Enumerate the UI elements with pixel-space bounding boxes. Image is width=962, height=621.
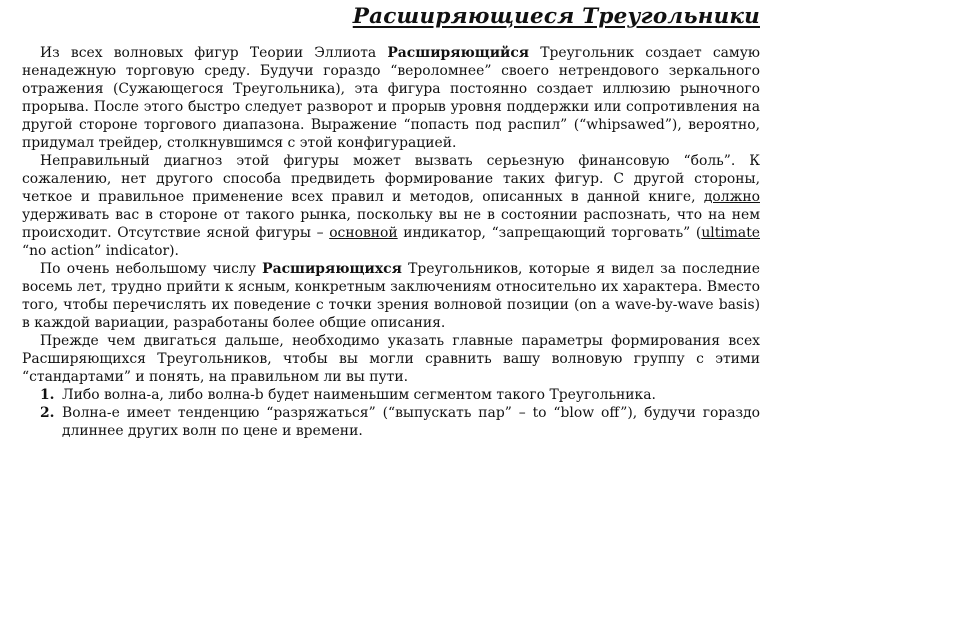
p2-text-c: индикатор, “запрещающий торговать” ( (397, 225, 702, 241)
p2-underlined-2: основной (329, 225, 398, 241)
p2-underlined-1: должно (703, 189, 760, 205)
list-item-text: Либо волна-a, либо волна-b будет наименьшим сегментом такого Треугольника. (62, 387, 656, 403)
section-title: Расширяющиеся Треугольники (352, 4, 760, 29)
p2-text-b: удерживать вас в стороне от такого рынка, поскольку вы не в состоянии распознать, что на нем происходит. Отсутствие ясной фигуры – (22, 207, 760, 241)
p1-text-c: Треугольник создает самую ненадежную торговую среду. Будучи гораздо “вероломнее” своего нетрендового зеркального отражения (Сужающегося Треугольника), эта фигура постоянно создает иллюзию рыночного прорыва. После этого быстро следует разворот и прорыв уровня поддержки или сопротивления на другой стороне торгового диапазона. Выражение “попасть под распил” (“whipsawed”), вероятно, придумал трейдер, столкнувшимся с этой конфигурацией. (22, 45, 760, 151)
list-item-number: 2. (40, 405, 55, 421)
list-item-text: Волна-e имеет тенденцию “разряжаться” (“выпускать пар” – to “blow off”), будучи гораздо длиннее других волн по цене и времени. (62, 405, 760, 439)
p3-bold-term: Расширяющихся (262, 261, 402, 277)
p1-bold-term: Расширяющийся (387, 45, 530, 61)
p3-text-c: Треугольников, которые я видел за последние восемь лет, трудно прийти к ясным, конкретным заключениям относительно их характера. Вместо того, чтобы перечислять их поведение с точки зрения волновой позиции (on a wave-by-wave basis) в каждой вариации, разработаны более общие описания. (22, 261, 760, 331)
numbered-list (22, 386, 760, 440)
body-text (22, 44, 760, 440)
paragraph-1 (22, 44, 760, 152)
p2-text-d: “no action” indicator). (22, 243, 179, 259)
p2-underlined-3: ultimate (701, 225, 760, 241)
paragraph-2 (22, 152, 760, 260)
paragraph-3 (22, 260, 760, 332)
p2-text-a: Неправильный диагноз этой фигуры может вызвать серьезную финансовую “боль”. К сожалению, нет другого способа предвидеть формирование таких фигур. С другой стороны, четкое и правильное применение всех правил и методов, описанных в данной книге, (22, 153, 760, 205)
paragraph-4: Прежде чем двигаться дальше, необходимо указать главные параметры формирования всех Расширяющихся Треугольников, чтобы вы могли сравнить вашу волновую группу с этими “стандартами” и понять, на правильном ли вы пути. (22, 333, 760, 385)
p1-text-a: Из всех волновых фигур Теории Эллиота (40, 45, 388, 61)
list-item (22, 404, 760, 440)
list-item-number: 1. (40, 387, 55, 403)
p3-text-a: По очень небольшому числу (40, 261, 263, 277)
list-item (22, 386, 760, 404)
document-page (22, 0, 760, 440)
